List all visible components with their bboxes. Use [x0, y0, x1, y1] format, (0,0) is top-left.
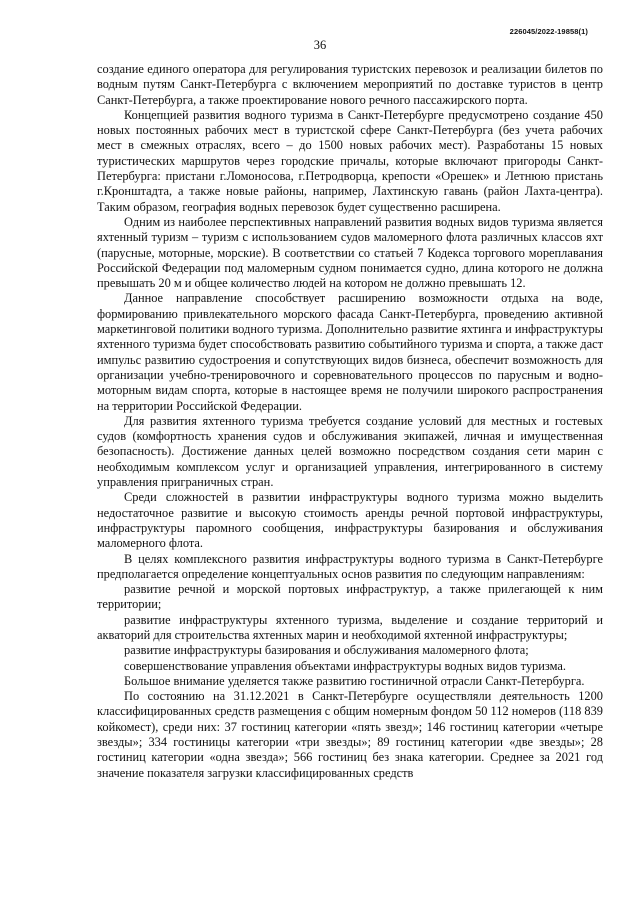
paragraph-yacht-conditions: Для развития яхтенного туризма требуется создание условий для местных и гостевых судов (комфортность хранения судов и обслуживания экипажей, личная и имущественная безопасность). Достижение данных целей возможно посредством создания сети марин с необходимым комплексом услуг и организацией управления, интегрированного в систему управления приграничных стран.	[97, 413, 603, 490]
paragraph-development-directions: В целях комплексного развития инфраструктуры водного туризма в Санкт-Петербурге предполагается определение концептуальных основ развития по следующим направлениям:	[97, 551, 603, 581]
list-item-small-fleet: развитие инфраструктуры базирования и обслуживания маломерного флота;	[124, 643, 529, 658]
paragraph-hotel-industry: Большое внимание уделяется также развитию гостиничной отрасли Санкт-Петербурга.	[124, 673, 585, 688]
paragraph-port-project: создание единого оператора для регулирования туристских перевозок и реализации билетов по водным путям Санкт-Петербурга с включением мероприятий по доставке туристов в центр Санкт-Петербурга, а также проектирование нового речного пассажирского порта.	[97, 62, 603, 107]
paragraph-difficulties: Среди сложностей в развитии инфраструктуры водного туризма можно выделить недостаточное развитие и высокую стоимость аренды речной портовой инфраструктуры, инфраструктуры паромного сообщения, инфраструктуры базирования и обслуживания маломерного флота.	[97, 490, 603, 551]
paragraph-water-tourism-concept: Концепцией развития водного туризма в Санкт-Петербурге предусмотрено создание 450 новых постоянных рабочих мест в туристской сфере Санкт-Петербурга (без учета рабочих мест в смежных отраслях, всего – до 1500 новых рабочих мест). Разработаны 15 новых туристических маршрутов через городские причалы, которые включают пригороды Санкт-Петербурга: пристани г.Ломоносова, г.Петродворца, крепости «Орешек» и Летнюю пристань г.Кронштадта, а также новые районы, например, Лахтинскую гавань (район Лахта-центра). Таким образом, география водных перевозок будет существенно расширена.	[97, 107, 603, 214]
list-item-management: совершенствование управления объектами инфраструктуры водных видов туризма.	[124, 658, 566, 673]
page-number: 36	[313, 38, 327, 52]
document-body	[97, 62, 603, 781]
list-item-port-infrastructure: развитие речной и морской портовых инфраструктур, а также прилегающей к ним территории;	[97, 582, 603, 612]
paragraph-direction-benefits: Данное направление способствует расширению возможности отдыха на воде, формированию привлекательного морского фасада Санкт-Петербурга, проведению активной маркетинговой политики водного туризма. Дополнительно развитие яхтинга и инфраструктуры яхтенного туризма будет способствовать развитию событийного туризма и спорта, а также даст импульс развитию судостроения и сопутствующих видов бизнеса, обеспечит возможность для организации учебно-тренировочного и соревновательного процессов по парусным и водно-моторным видам спорта, которые в настоящее время не получили широкого распространения на территории Российской Федерации.	[97, 291, 603, 413]
paragraph-hotel-statistics: По состоянию на 31.12.2021 в Санкт-Петербурге осуществляли деятельность 1200 классифицированных средств размещения с общим номерным фондом 50 112 номеров (118 839 койкомест), среди них: 37 гостиниц категории «пять звезд»; 146 гостиниц категории «четыре звезды»; 334 гостиницы категории «три звезды»; 89 гостиниц категории «две звезды»; 28 гостиниц категории «одна звезда»; 566 гостиниц без знака категории. Среднее за 2021 год значение показателя загрузки классифицированных средств	[97, 689, 603, 780]
list-item-yacht-infrastructure: развитие инфраструктуры яхтенного туризма, выделение и создание территорий и акваторий для строительства яхтенных марин и необходимой яхтенной инфраструктуры;	[97, 612, 603, 642]
paragraph-yacht-tourism: Одним из наиболее перспективных направлений развития водных видов туризма является яхтенный туризм – туризм с использованием судов маломерного флота различных классов яхт (парусные, моторные, морские). В соответствии со статьей 7 Кодекса торгового мореплавания Российской Федерации под маломерным судном понимается судно, длина которого не должна превышать 20 м и общее количество людей на котором не должно превышать 12.	[97, 214, 603, 291]
document-id: 226045/2022-19858(1)	[509, 27, 588, 36]
